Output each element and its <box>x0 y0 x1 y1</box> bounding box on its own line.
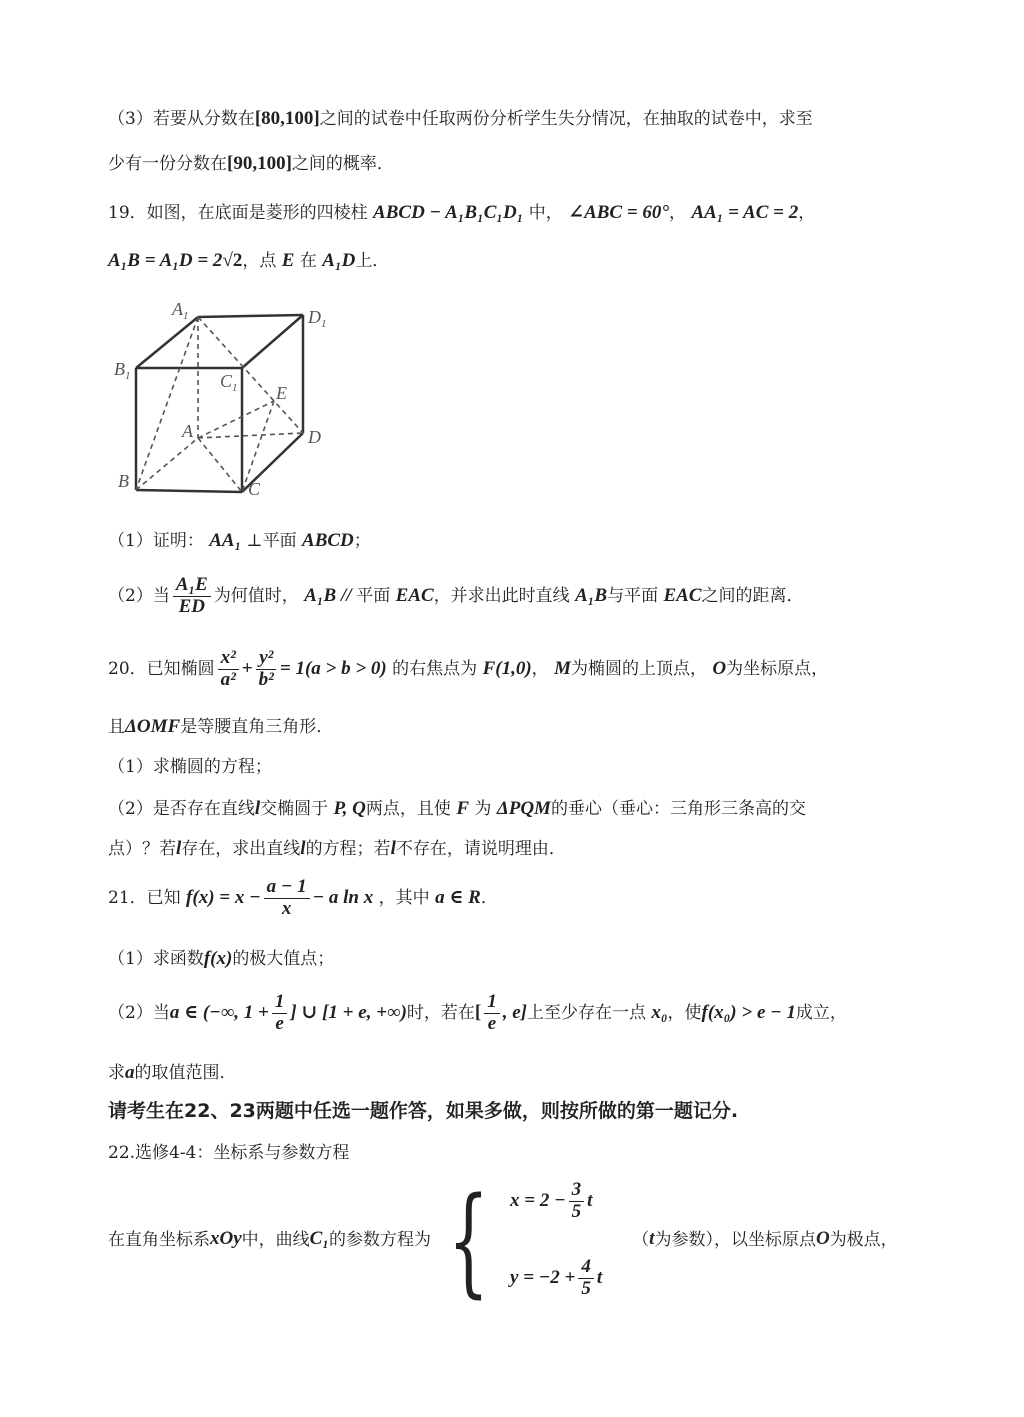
q18-part3-line2: 少有一份分数在[90,100]之间的概率． <box>108 153 394 174</box>
choice-instruction: 请考生在22、23两题中任选一题作答，如果多做，则按所做的第一题记分. <box>108 1100 739 1122</box>
angle-abc: ∠ABC = 60° <box>568 202 670 223</box>
edge-equality: AA₁ = AC = 2 <box>691 202 799 223</box>
q20-part1: （1）求椭圆的方程； <box>108 757 272 777</box>
prism-hidden-edges <box>136 317 303 492</box>
prism-name: ABCD − A₁B₁C₁D₁ <box>373 202 524 223</box>
q21-part1: （1）求函数f(x)的极大值点； <box>108 948 335 969</box>
label-d: D <box>308 427 321 447</box>
q22-body: 在直角坐标系 xOy 中，曲线 C₁ 的参数方程为 { x = 2 − $\frac{3}{5}$ t y = −2 + $\frac{4}{5}$ t （ t 为参数），以坐标原点 O 为极点， <box>108 1170 898 1309</box>
ratio-fraction: $\frac{\text{A₁E}}{ED}$ <box>173 575 211 618</box>
q20-intro-line2: 且ΔOMF是等腰直角三角形． <box>108 716 334 737</box>
prism-figure <box>110 295 350 500</box>
q21-part2-line2: 求a的取值范围． <box>108 1062 237 1083</box>
q19-intro-line2: A₁B = A₁D = 2√2，点 E 在 A₁D上． <box>108 250 390 271</box>
q20-intro-line1: 20．已知椭圆 $\frac{\text{x²}}{\text{a²}}$ + $\frac{\text{y²}}{\text{b²}}$ = 1(a > b > 0) 的右焦点为 F(1,0)， M为椭圆的上顶点， O为坐标原点， <box>108 647 829 690</box>
diag-equality: A₁B = A₁D = 2 <box>108 250 223 271</box>
label-c1: $C_1$ <box>220 371 238 394</box>
ellipse-y-term: $\frac{\text{y²}}{\text{b²}}$ <box>256 648 277 691</box>
param-row-y: y = −2 + $\frac{4}{5}$ t <box>510 1255 603 1299</box>
q22-title: 22.选修4-4：坐标系与参数方程 <box>108 1143 350 1163</box>
q19-part1: （1）证明： AA₁ ⊥平面 ABCD； <box>108 530 371 551</box>
label-b: B <box>118 471 129 491</box>
param-row-x: x = 2 − $\frac{3}{5}$ t <box>510 1179 593 1222</box>
label-a1: $A_1$ <box>172 299 189 322</box>
range-90-100: [90,100] <box>227 153 292 174</box>
q19-intro-line1: 19．如图，在底面是菱形的四棱柱 ABCD − A₁B₁C₁D₁ 中， ∠ABC = 60°， AA₁ = AC = 2， <box>108 202 816 223</box>
q19-part2: （2）当 $\frac{\text{A₁E}}{ED}$ 为何值时， A₁B // 平面 EAC，并求出此时直线 A₁B与平面 EAC之间的距离． <box>108 574 804 617</box>
q20-part2-line1: （2）是否存在直线l交椭圆于 P, Q两点，且使 F 为 ΔPQM的垂心（垂心：三角形三条高的交 <box>108 798 806 819</box>
label-c: C <box>248 479 261 499</box>
prism-solid-edges <box>136 315 303 492</box>
q21-fraction: $\frac{a - 1}{x}$ <box>264 877 310 920</box>
label-b1: $B_1$ <box>114 359 131 382</box>
parametric-system: { x = 2 − $\frac{3}{5}$ t y = −2 + $\frac{4}{5}$ t <box>447 1170 603 1309</box>
q21-part2-line1: （2）当a ∈ (−∞, 1 + $\frac{1}{e}$ ] ∪ [1 + e, +∞)时，若在[ $\frac{1}{e}$ , e]上至少存在一点 x₀，使f(x₀) > e − 1成立， <box>108 991 847 1034</box>
label-a: A <box>182 421 193 441</box>
ellipse-x-term: $\frac{\text{x²}}{\text{a²}}$ <box>218 648 239 691</box>
label-e: E <box>276 383 287 403</box>
q20-part2-line2: 点）？若l存在，求出直线l的方程；若l不存在，请说明理由． <box>108 838 566 859</box>
range-80-100: [80,100] <box>254 108 320 129</box>
q21-intro: 21．已知 f(x) = x − $\frac{a - 1}{x}$ − a ln x ，其中 a ∈ R． <box>108 876 498 919</box>
q18-part3-line1: （3）若要从分数在[80,100]之间的试卷中任取两份分析学生失分情况，在抽取的试卷中，求至 <box>108 108 813 129</box>
label-d1: $D_1$ <box>308 307 327 330</box>
